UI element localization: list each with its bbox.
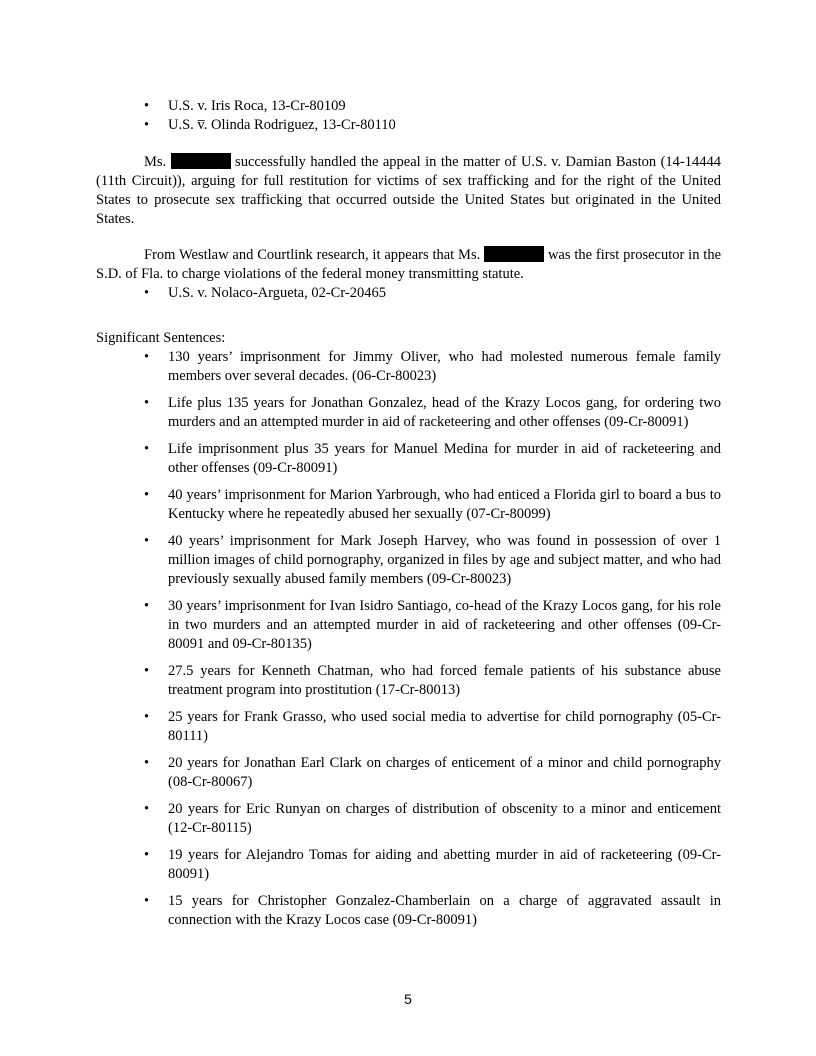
list-item bbox=[144, 662, 721, 700]
list-item bbox=[144, 486, 721, 524]
bullet-icon bbox=[144, 892, 149, 911]
bullet-icon bbox=[144, 348, 149, 367]
top-case-list bbox=[144, 97, 720, 135]
sentence-text: 25 years for Frank Grasso, who used social media to advertise for child pornography (05-Cr-80111) bbox=[168, 709, 721, 744]
bullet-icon bbox=[144, 486, 149, 505]
list-item bbox=[144, 440, 721, 478]
page-number: 5 bbox=[404, 991, 412, 1007]
redaction-block bbox=[171, 153, 231, 169]
bullet-icon bbox=[144, 532, 149, 551]
westlaw-text: was the first prosecutor in the S.D. of Fla. to charge violations of the federal money transmitting statute. bbox=[96, 247, 722, 282]
sentences-heading: Significant Sentences: bbox=[96, 330, 226, 346]
sentence-text: 40 years’ imprisonment for Marion Yarbrough, who had enticed a Florida girl to board a bus to Kentucky where he repeatedly abused her sexually (07-Cr-80099) bbox=[168, 487, 721, 522]
bullet-icon bbox=[144, 708, 149, 727]
list-item bbox=[144, 394, 721, 432]
bullet-icon bbox=[144, 662, 149, 681]
appeal-paragraph bbox=[96, 153, 721, 229]
sentence-text: 15 years for Christopher Gonzalez-Chamberlain on a charge of aggravated assault in connection with the Krazy Locos case (09-Cr-80091) bbox=[168, 893, 721, 928]
westlaw-paragraph bbox=[96, 246, 721, 284]
bullet-icon bbox=[144, 597, 149, 616]
list-item bbox=[144, 754, 721, 792]
list-item bbox=[144, 284, 720, 303]
bullet-icon bbox=[144, 800, 149, 819]
sentence-text: 20 years for Eric Runyan on charges of distribution of obscenity to a minor and enticement (12-Cr-80115) bbox=[168, 801, 721, 836]
redaction-block bbox=[484, 246, 544, 262]
bullet-icon bbox=[144, 116, 168, 135]
list-item bbox=[144, 708, 721, 746]
case-citation: U.S. v. Nolaco-Argueta, 02-Cr-20465 bbox=[168, 285, 386, 301]
bullet-icon bbox=[144, 284, 168, 303]
list-item bbox=[144, 348, 721, 386]
money-case-list bbox=[144, 284, 720, 303]
sentence-text: Life plus 135 years for Jonathan Gonzalez, head of the Krazy Locos gang, for ordering two murders and an attempted murder in aid of racketeering and other offenses (09-Cr-80091) bbox=[168, 395, 721, 430]
bullet-icon bbox=[144, 97, 168, 116]
list-item bbox=[144, 532, 721, 589]
westlaw-lead: From Westlaw and Courtlink research, it appears that Ms. bbox=[144, 247, 481, 263]
sentence-text: Life imprisonment plus 35 years for Manuel Medina for murder in aid of racketeering and other offenses (09-Cr-80091) bbox=[168, 441, 721, 476]
list-item bbox=[144, 892, 721, 930]
sentence-text: 20 years for Jonathan Earl Clark on charges of enticement of a minor and child pornography (08-Cr-80067) bbox=[168, 755, 721, 790]
case-citation: U.S. v̅. Olinda Rodriguez, 13-Cr-80110 bbox=[168, 117, 396, 133]
appeal-lead: Ms. bbox=[144, 154, 167, 170]
bullet-icon bbox=[144, 754, 149, 773]
sentence-text: 40 years’ imprisonment for Mark Joseph Harvey, who was found in possession of over 1 million images of child pornography, organized in files by age and subject matter, and who had previously sexually abused family members (09-Cr-80023) bbox=[168, 533, 721, 587]
sentences-list bbox=[144, 348, 721, 938]
sentence-text: 130 years’ imprisonment for Jimmy Oliver, who had molested numerous female family members over several decades. (06-Cr-80023) bbox=[168, 349, 721, 384]
bullet-icon bbox=[144, 440, 149, 459]
list-item bbox=[144, 800, 721, 838]
list-item bbox=[144, 97, 720, 116]
sentence-text: 27.5 years for Kenneth Chatman, who had forced female patients of his substance abuse treatment program into prostitution (17-Cr-80013) bbox=[168, 663, 721, 698]
bullet-icon bbox=[144, 394, 149, 413]
sentence-text: 30 years’ imprisonment for Ivan Isidro Santiago, co-head of the Krazy Locos gang, for his role in two murders and an attempted murder in aid of racketeering and other offenses (09-Cr-80091 and 09-Cr-80135) bbox=[168, 598, 721, 652]
list-item bbox=[144, 597, 721, 654]
appeal-text: successfully handled the appeal in the matter of U.S. v. Damian Baston (14-14444 (11th Circuit)), arguing for full restitution for victims of sex trafficking and for the right of the United States to prosecute sex trafficking that occurred outside the United States but originated in the United States. bbox=[96, 154, 722, 227]
list-item bbox=[144, 116, 720, 135]
list-item bbox=[144, 846, 721, 884]
case-citation: U.S. v. Iris Roca, 13-Cr-80109 bbox=[168, 98, 346, 114]
bullet-icon bbox=[144, 846, 149, 865]
sentence-text: 19 years for Alejandro Tomas for aiding and abetting murder in aid of racketeering (09-Cr-80091) bbox=[168, 847, 721, 882]
